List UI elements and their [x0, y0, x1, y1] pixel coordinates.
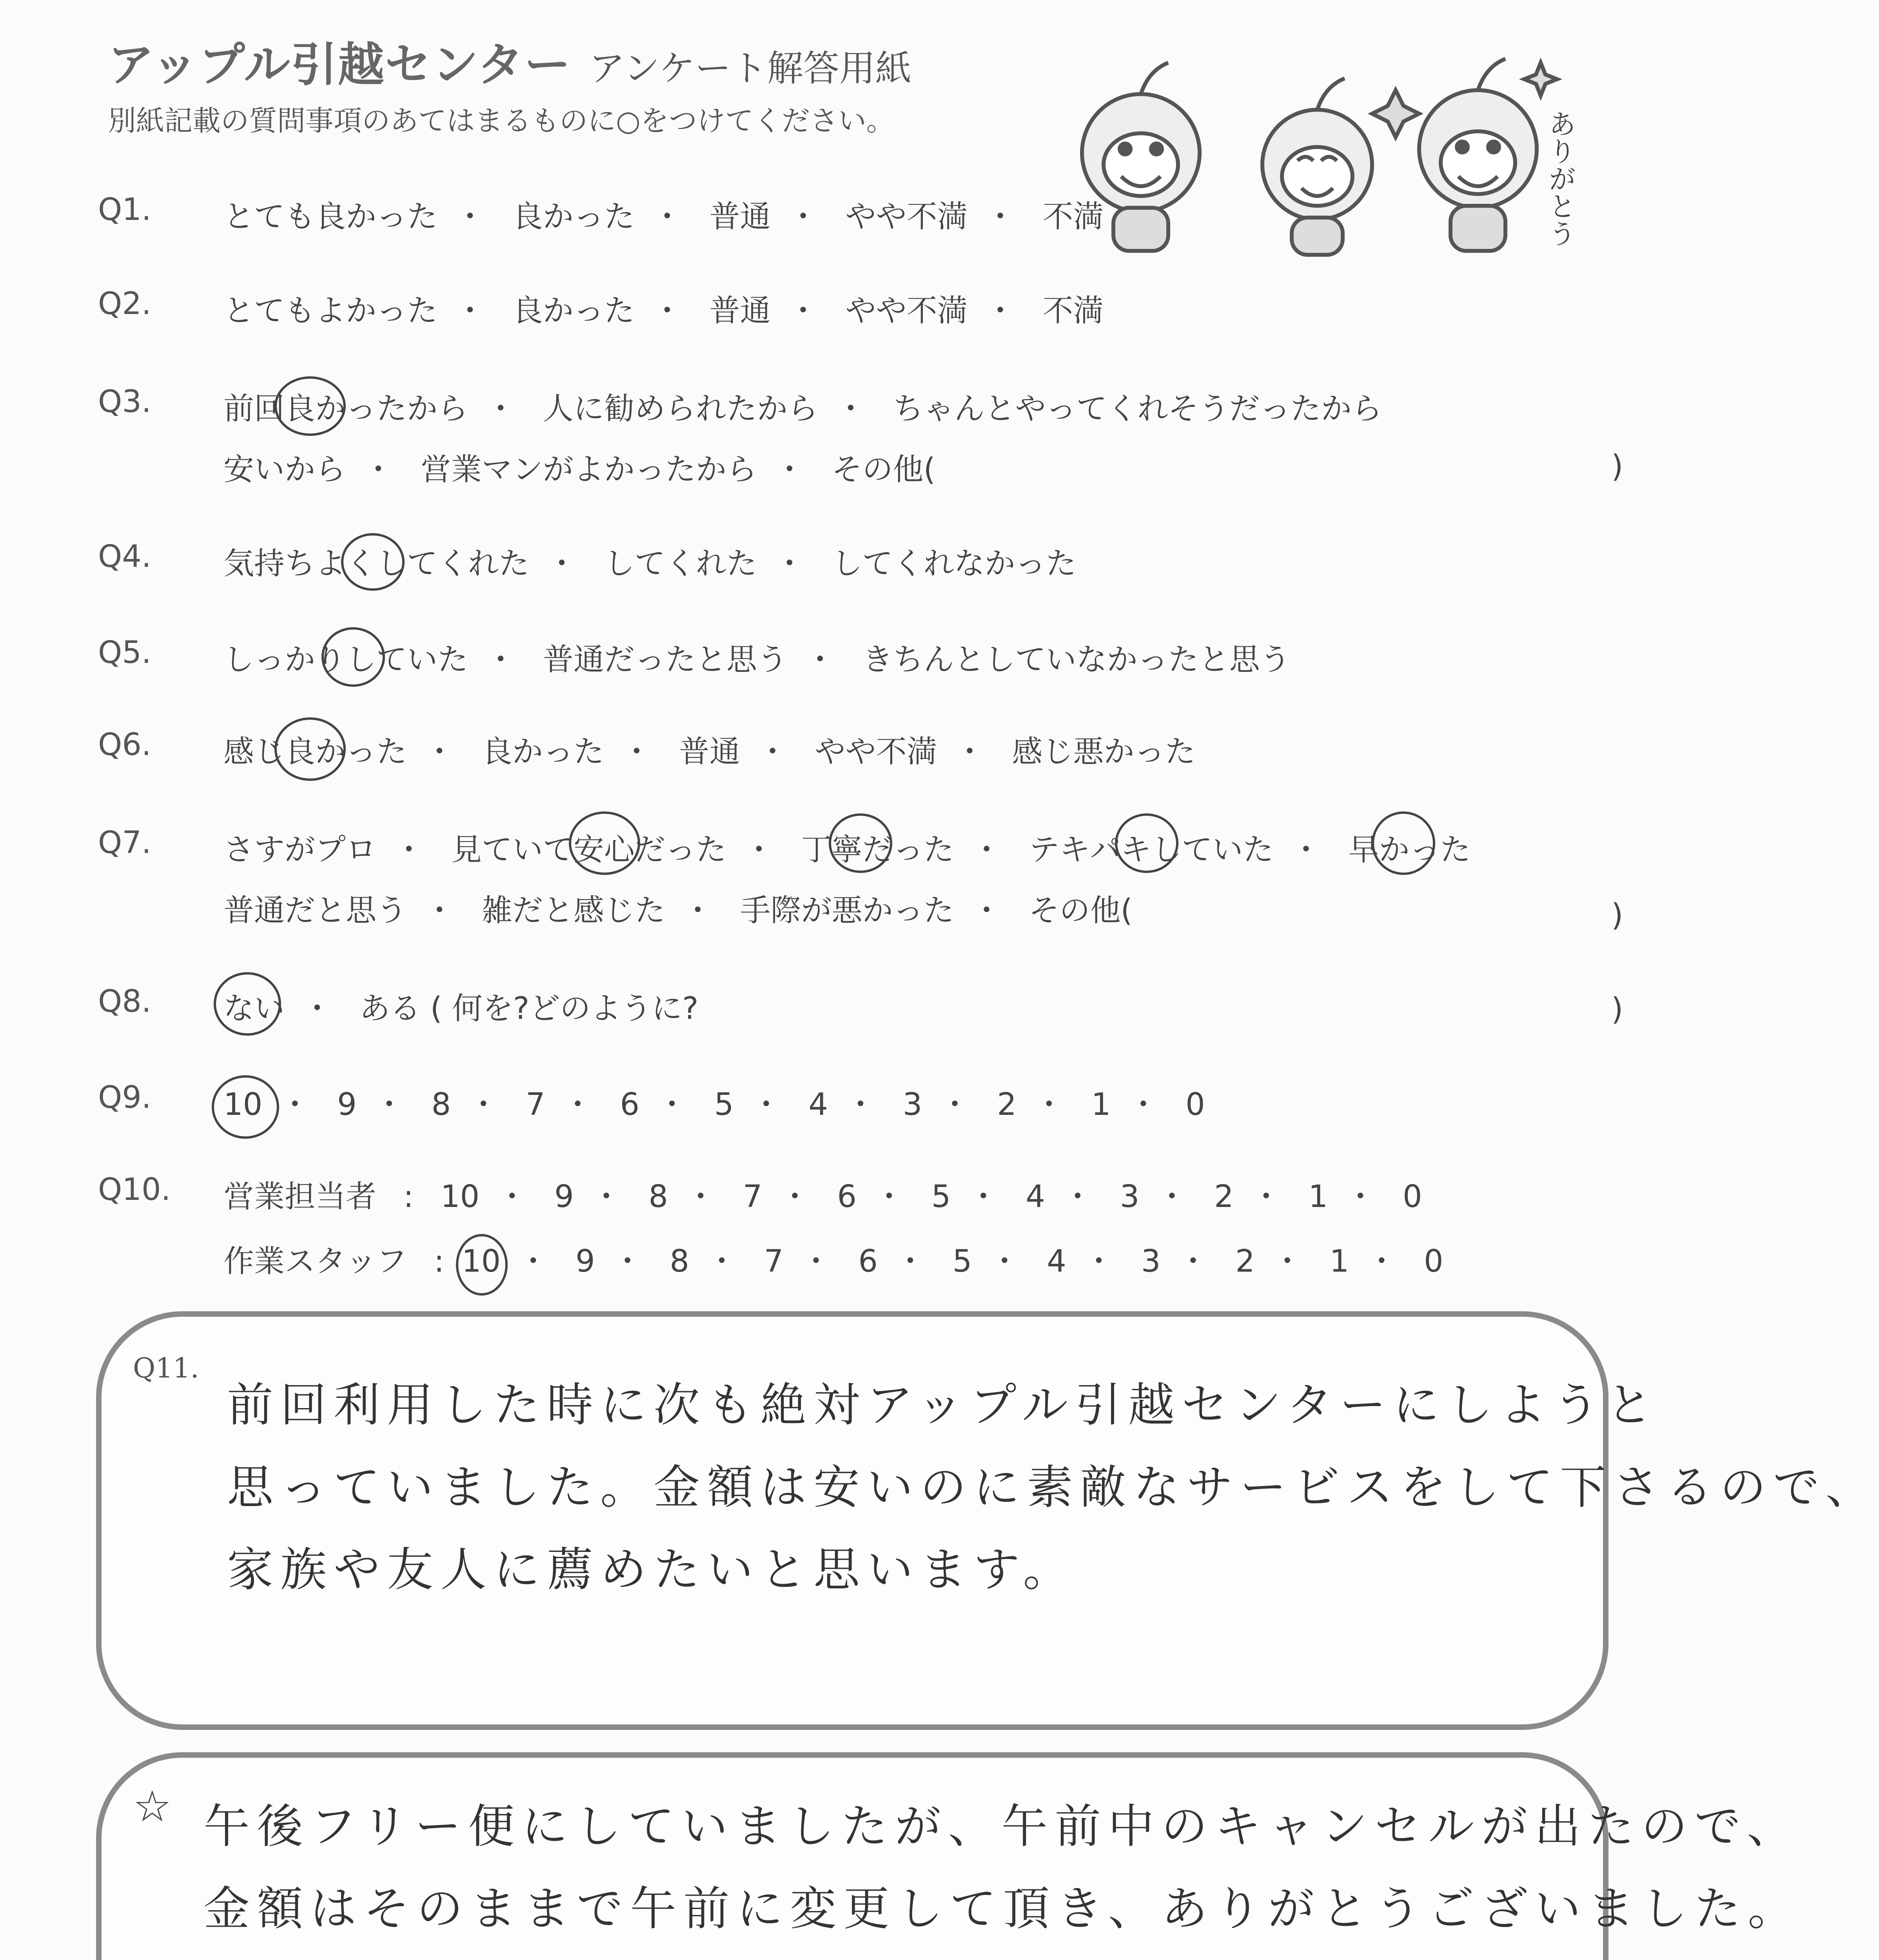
- monkey-2-icon: [1262, 78, 1372, 255]
- selection-circle: [321, 627, 385, 687]
- score-option[interactable]: 3: [1120, 1179, 1140, 1214]
- score-scale: 10 ・ 9 ・ 8 ・ 7 ・ 6 ・ 5 ・ 4 ・ 3 ・ 2 ・ 1 ・ 0: [223, 1080, 1205, 1124]
- question-label: Q4.: [98, 539, 151, 574]
- option[interactable]: 普通だったと思う: [543, 642, 788, 677]
- score-option[interactable]: 7: [764, 1244, 784, 1279]
- score-option[interactable]: 9: [575, 1244, 595, 1279]
- option-selected[interactable]: ない: [223, 984, 285, 1028]
- selection-circle: [274, 717, 346, 781]
- option[interactable]: 不満: [1042, 293, 1104, 328]
- form-header: [108, 27, 911, 94]
- answer-line: ない ・ ある ( 何を?どのように?: [223, 984, 699, 1028]
- option[interactable]: その他(: [1029, 893, 1133, 928]
- staff-rating-line: 作業スタッフ : 10 ・ 9 ・ 8 ・ 7 ・ 6 ・ 5 ・ 4 ・ 3 ・ 2 ・ 1 ・ 0: [223, 1237, 1443, 1281]
- option[interactable]: 手際が悪かった: [740, 893, 954, 928]
- question-label: Q9.: [98, 1080, 151, 1115]
- selection-circle: [214, 972, 281, 1036]
- option-selected[interactable]: 感じ良かった: [223, 727, 407, 771]
- form-title: アンケート解答用紙: [589, 47, 911, 89]
- score-option[interactable]: 5: [714, 1087, 734, 1122]
- score-option[interactable]: 4: [808, 1087, 828, 1122]
- answer-line: とてもよかった ・ 良かった ・ 普通 ・ やや不満 ・ 不満: [223, 293, 1104, 328]
- score-option[interactable]: 6: [837, 1179, 857, 1214]
- option[interactable]: 良かった: [512, 293, 635, 328]
- answer-line: 前回良かったから ・ 人に勧められたから ・ ちゃんとやってくれそうだったから: [223, 384, 1382, 428]
- company-name: アップル引越センター: [108, 38, 572, 92]
- score-option[interactable]: 5: [952, 1244, 972, 1279]
- option[interactable]: 普通だと思う: [223, 893, 407, 928]
- sparkle-icon: [1524, 63, 1557, 96]
- option[interactable]: 雑だと感じた: [481, 893, 665, 928]
- score-option[interactable]: 7: [743, 1179, 762, 1214]
- answer-line: 普通だと思う ・ 雑だと感じた ・ 手際が悪かった ・ その他(: [223, 893, 1133, 928]
- score-option[interactable]: 6: [858, 1244, 878, 1279]
- staff-rating-label: 作業スタッフ: [223, 1244, 407, 1279]
- score-option[interactable]: 8: [670, 1244, 690, 1279]
- option[interactable]: その他(: [831, 452, 936, 487]
- handwritten-line: 前回利用した時に次も絶対アップル引越センターにしようと: [227, 1378, 1660, 1432]
- instruction-text: 別紙記載の質問事項のあてはまるものに○をつけてください。: [108, 104, 895, 137]
- answer-line: 感じ良かった ・ 良かった ・ 普通 ・ やや不満 ・ 感じ悪かった: [223, 727, 1195, 771]
- question-label: Q10.: [98, 1172, 171, 1207]
- handwritten-line: 午後フリー便にしていましたが、午前中のキャンセルが出たので、: [203, 1799, 1800, 1853]
- option[interactable]: 良かった: [481, 734, 604, 769]
- question-label: Q2.: [98, 286, 151, 321]
- handwritten-line: 思っていました。金額は安いのに素敵なサービスをして下さるので、: [227, 1460, 1879, 1514]
- option[interactable]: してくれなかった: [831, 546, 1077, 581]
- score-option[interactable]: 10: [440, 1179, 480, 1214]
- score-option[interactable]: 0: [1185, 1087, 1205, 1122]
- sales-rating-label: 営業担当者: [223, 1179, 377, 1214]
- score-option[interactable]: 1: [1329, 1244, 1349, 1279]
- answer-line: さすがプロ ・ 見ていて安心だった ・ 丁寧だった ・ テキパキしていた ・ 早かった: [223, 825, 1471, 869]
- question-label: Q7.: [98, 825, 151, 860]
- selection-circle: [1115, 813, 1178, 873]
- selection-circle: [341, 533, 405, 591]
- monkey-3-icon: [1419, 59, 1537, 251]
- score-option[interactable]: 7: [525, 1087, 545, 1122]
- mascot-caption: ありがとう: [1544, 110, 1576, 247]
- option-selected[interactable]: テキパキしていた: [1029, 825, 1273, 869]
- score-option[interactable]: 9: [337, 1087, 357, 1122]
- score-option[interactable]: 4: [1026, 1179, 1045, 1214]
- option[interactable]: 安いから: [223, 452, 346, 487]
- option[interactable]: 不満: [1042, 199, 1104, 234]
- score-option[interactable]: 2: [1214, 1179, 1234, 1214]
- answer-line: 安いから ・ 営業マンがよかったから ・ その他(: [223, 452, 936, 487]
- answer-line: 気持ちよくしてくれた ・ してくれた ・ してくれなかった: [223, 539, 1077, 583]
- sales-rating-line: 営業担当者 : 10 ・ 9 ・ 8 ・ 7 ・ 6 ・ 5 ・ 4 ・ 3 ・ 2 ・ 1 ・ 0: [223, 1179, 1422, 1214]
- mascot-illustration: [1051, 39, 1592, 259]
- star-icon: ☆: [133, 1781, 172, 1831]
- option[interactable]: やや不満: [845, 293, 968, 328]
- score-option[interactable]: 3: [1141, 1244, 1161, 1279]
- option[interactable]: 普通: [709, 199, 771, 234]
- option[interactable]: とてもよかった: [223, 293, 438, 328]
- score-selected[interactable]: 10: [223, 1087, 262, 1122]
- question-label: Q6.: [98, 727, 151, 762]
- option-selected[interactable]: 丁寧だった: [801, 825, 954, 869]
- close-paren: ): [1611, 449, 1623, 484]
- answer-line: しっかりしていた ・ 普通だったと思う ・ きちんとしていなかったと思う: [223, 635, 1291, 679]
- score-option[interactable]: 9: [554, 1179, 574, 1214]
- handwritten-line: 金額はそのままで午前に変更して頂き、ありがとうございました。: [203, 1882, 1801, 1936]
- question-label: Q11.: [133, 1352, 199, 1384]
- question-label: Q5.: [98, 635, 151, 670]
- option[interactable]: ちゃんとやってくれそうだったから: [893, 391, 1382, 426]
- score-option[interactable]: 0: [1403, 1179, 1422, 1214]
- close-paren: ): [1611, 992, 1623, 1027]
- question-label: Q8.: [98, 984, 151, 1019]
- option[interactable]: 良かった: [512, 199, 635, 234]
- option[interactable]: 人に勧められたから: [543, 391, 818, 426]
- score-option[interactable]: 1: [1308, 1179, 1328, 1214]
- option[interactable]: 普通: [709, 293, 771, 328]
- option[interactable]: してくれた: [604, 546, 757, 581]
- selection-circle: [829, 813, 892, 873]
- selection-circle: [569, 811, 640, 875]
- option-selected[interactable]: しっかりしていた: [223, 635, 468, 679]
- question-label: Q1.: [98, 192, 151, 227]
- answer-line: とても良かった ・ 良かった ・ 普通 ・ やや不満 ・ 不満: [223, 199, 1104, 234]
- score-option[interactable]: 5: [931, 1179, 951, 1214]
- score-option[interactable]: 2: [1235, 1244, 1255, 1279]
- score-option[interactable]: 4: [1047, 1244, 1066, 1279]
- option[interactable]: きちんとしていなかったと思う: [862, 642, 1291, 677]
- selection-circle: [456, 1234, 508, 1296]
- selection-circle: [212, 1075, 279, 1139]
- option[interactable]: やや不満: [845, 199, 968, 234]
- q11-comment-box[interactable]: [96, 1311, 1879, 1730]
- option[interactable]: さすがプロ: [223, 832, 377, 867]
- option[interactable]: ある ( 何を?どのように?: [359, 991, 699, 1026]
- score-option[interactable]: 8: [431, 1087, 451, 1122]
- selection-circle: [274, 376, 346, 436]
- question-label: Q3.: [98, 384, 151, 419]
- option[interactable]: 営業マンがよかったから: [420, 452, 757, 487]
- score-option[interactable]: 0: [1424, 1244, 1443, 1279]
- handwritten-line: 家族や友人に薦めたいと思います。: [227, 1543, 1077, 1597]
- score-option[interactable]: 2: [997, 1087, 1017, 1122]
- option[interactable]: とても良かった: [223, 199, 438, 234]
- score-selected[interactable]: 10: [462, 1244, 501, 1279]
- option-selected[interactable]: 見ていて安心だった: [451, 825, 726, 869]
- option-selected[interactable]: 早かった: [1348, 825, 1471, 869]
- option-selected[interactable]: 気持ちよくしてくれた: [223, 539, 529, 583]
- option-selected[interactable]: 前回良かったから: [223, 384, 468, 428]
- selection-circle: [1372, 811, 1435, 875]
- score-option[interactable]: 6: [620, 1087, 640, 1122]
- option[interactable]: 普通: [679, 734, 740, 769]
- option[interactable]: 感じ悪かった: [1012, 734, 1196, 769]
- score-option[interactable]: 3: [902, 1087, 922, 1122]
- free-comment-box[interactable]: [96, 1752, 1801, 1960]
- sparkle-icon: [1372, 90, 1419, 137]
- close-paren: ): [1611, 898, 1623, 933]
- option[interactable]: やや不満: [815, 734, 937, 769]
- score-option[interactable]: 8: [648, 1179, 668, 1214]
- handwritten-line: [203, 1954, 737, 1960]
- score-option[interactable]: 1: [1091, 1087, 1111, 1122]
